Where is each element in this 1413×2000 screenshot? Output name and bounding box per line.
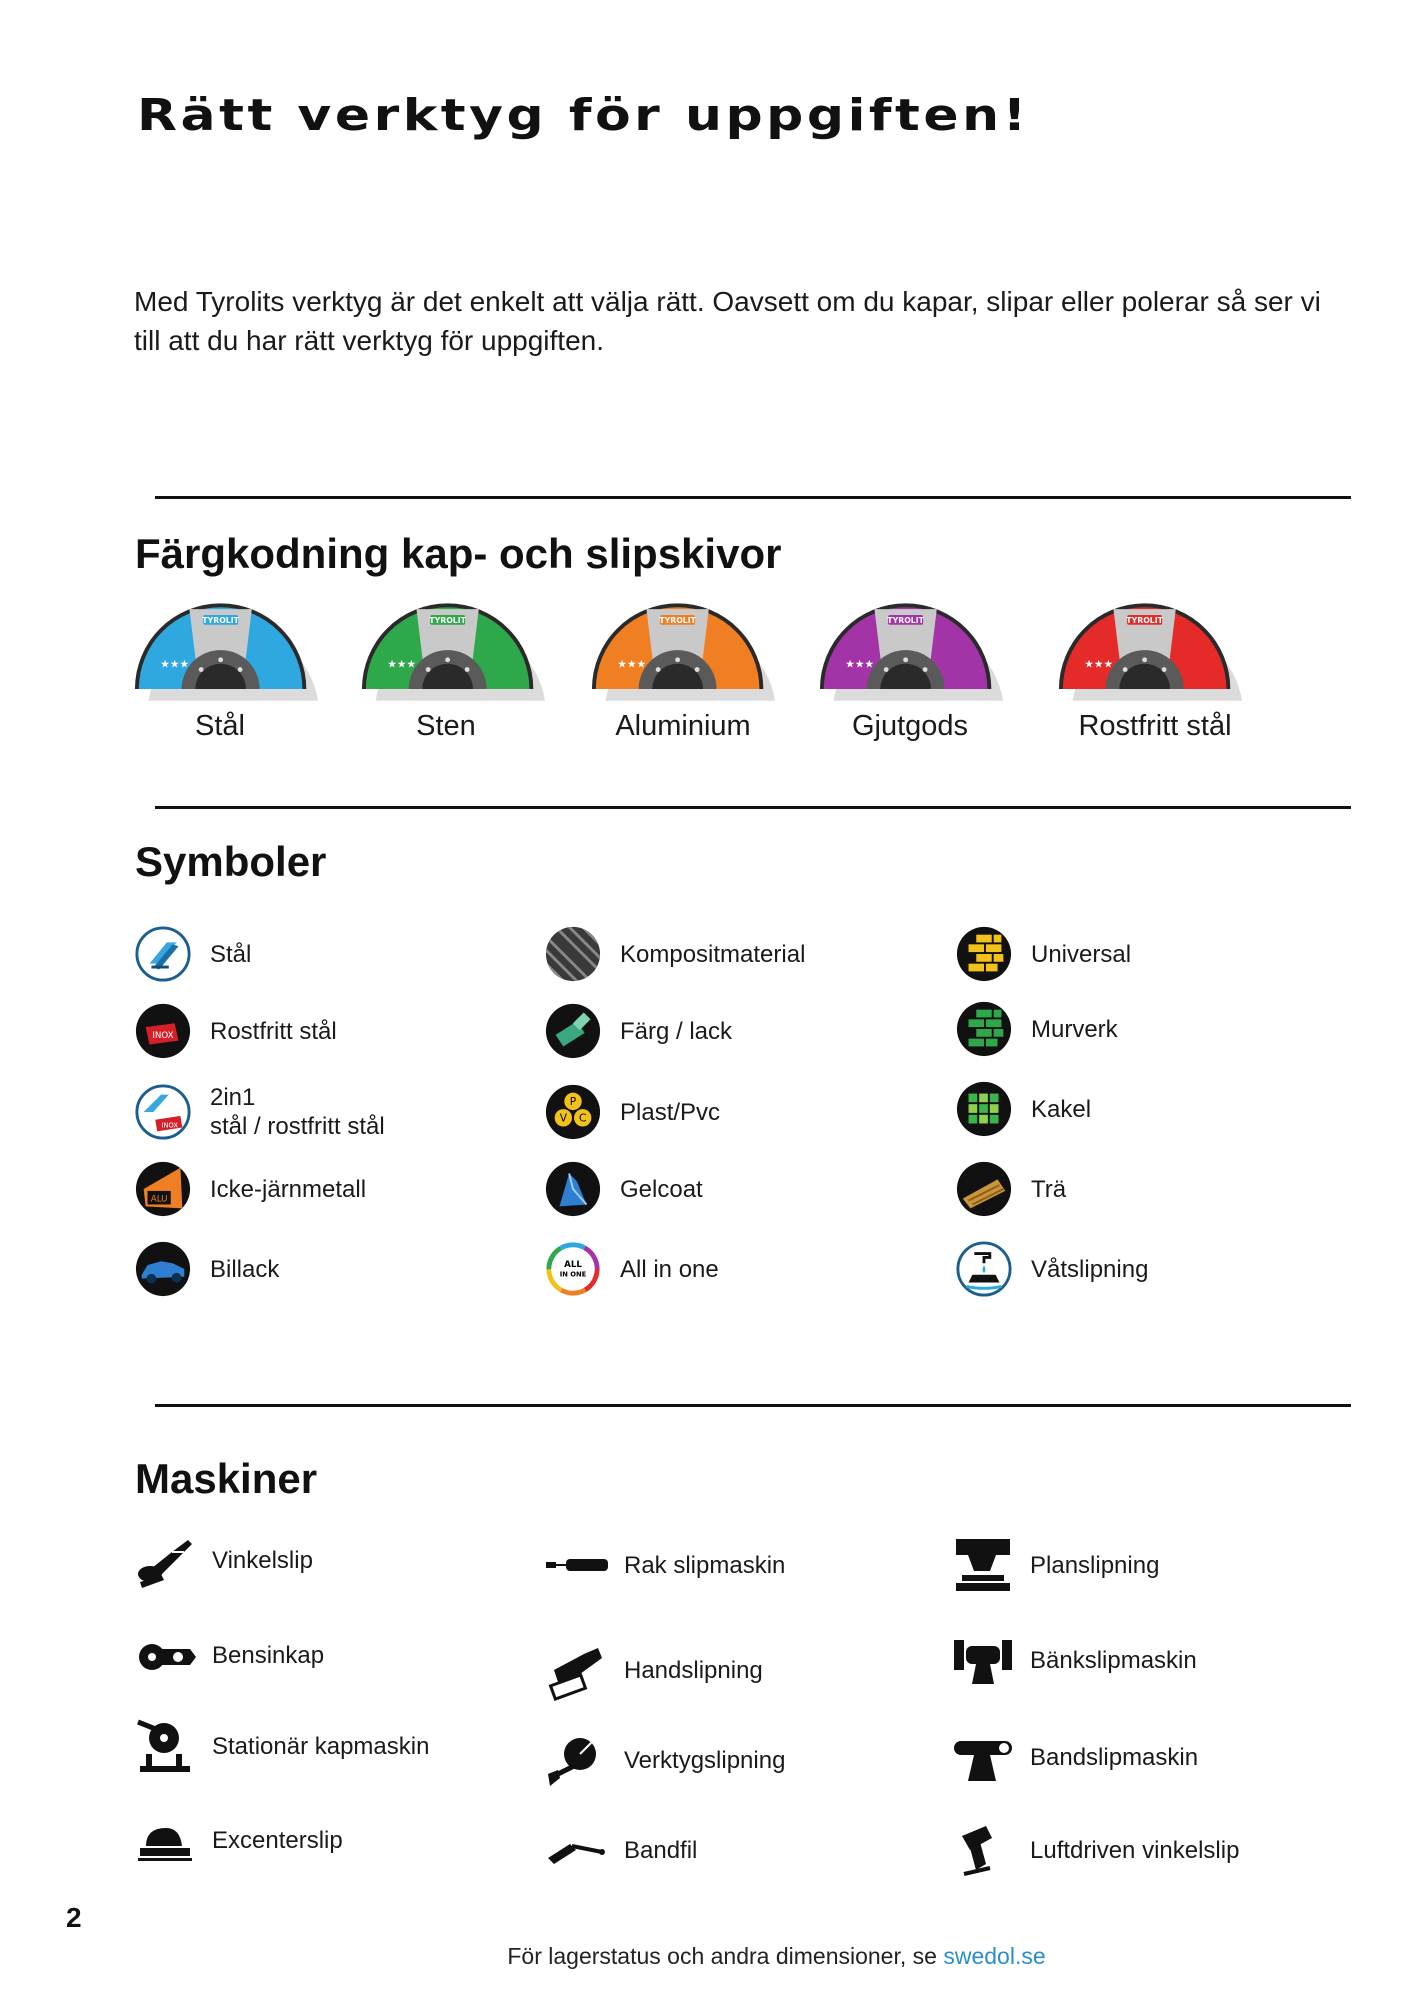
petrol-cutter-icon — [132, 1625, 198, 1687]
machine-straight-grinder — [544, 1535, 785, 1597]
disc-2 — [360, 598, 545, 708]
color-coding-heading: Färgkodning kap- och slipskivor — [135, 530, 782, 577]
symbol-wet-grinding — [955, 1240, 1148, 1298]
stationary-cutter-icon — [132, 1716, 198, 1778]
symbol-steel — [134, 925, 251, 983]
page-title: Rätt verktyg för uppgiften! — [137, 90, 1030, 141]
symbol-label: Färg / lack — [620, 1017, 733, 1045]
symbols-heading: Symboler — [135, 838, 327, 885]
divider — [155, 806, 1351, 809]
symbol-label: Rostfritt stål — [210, 1017, 337, 1045]
machine-label: Bandslipmaskin — [1030, 1744, 1199, 1771]
svg-text:ALU: ALU — [150, 1194, 168, 1205]
svg-text:P: P — [569, 1095, 577, 1109]
footer-link[interactable]: swedol.se — [943, 1943, 1046, 1969]
universal-brick-icon — [955, 925, 1013, 983]
orbital-sander-icon — [132, 1810, 198, 1872]
machine-belt-grinder — [950, 1727, 1198, 1789]
band-file-icon — [544, 1820, 610, 1882]
symbol-car-paint — [134, 1240, 279, 1298]
svg-text:IN ONE: IN ONE — [559, 1270, 587, 1279]
symbol-tile — [955, 1080, 1091, 1138]
all-in-one-icon — [544, 1240, 602, 1298]
machine-label: Bandfil — [624, 1837, 698, 1864]
footer-text: För lagerstatus och andra dimensioner, se — [507, 1943, 944, 1969]
steel-inox-icon — [134, 1083, 192, 1141]
disc-stars: ★★★ — [387, 657, 417, 671]
bench-grinder-icon — [950, 1630, 1016, 1692]
symbol-label: Stål — [210, 940, 252, 968]
symbol-label: Icke-järnmetall — [210, 1175, 367, 1203]
symbol-label-line1: 2in1 — [210, 1084, 256, 1111]
surface-grinding-icon — [950, 1535, 1016, 1597]
disc-brand: TYROLIT — [1126, 615, 1163, 625]
alu-icon — [134, 1160, 192, 1218]
footer — [0, 1943, 1413, 1970]
symbol-label-line2: stål / rostfritt stål — [210, 1113, 385, 1140]
symbol-label: Kakel — [1031, 1095, 1092, 1123]
symbol-masonry — [955, 1000, 1118, 1058]
car-icon — [134, 1240, 192, 1298]
disc-5 — [1057, 598, 1242, 708]
symbol-label: All in one — [620, 1255, 719, 1283]
symbol-all-in-one — [544, 1240, 719, 1298]
machine-label: Bänkslipmaskin — [1030, 1647, 1197, 1674]
svg-text:ALL: ALL — [564, 1260, 582, 1271]
pvc-icon — [544, 1083, 602, 1141]
symbol-label: Murverk — [1031, 1015, 1118, 1043]
disc-label: Aluminium — [615, 710, 751, 742]
wood-icon — [955, 1160, 1013, 1218]
symbol-label: Universal — [1031, 940, 1132, 968]
divider — [155, 1404, 1351, 1407]
tool-grinding-icon — [544, 1730, 610, 1792]
disc-3 — [590, 598, 775, 708]
page-number: 2 — [66, 1902, 82, 1933]
disc-brand: TYROLIT — [887, 615, 924, 625]
machine-angle-grinder — [132, 1530, 313, 1592]
machines-heading: Maskiner — [135, 1455, 318, 1502]
symbol-label: Billack — [210, 1255, 280, 1283]
machine-label: Planslipning — [1030, 1552, 1160, 1579]
symbol-label: Trä — [1031, 1175, 1067, 1203]
disc-stars: ★★★ — [1084, 657, 1114, 671]
symbol-label: Gelcoat — [620, 1175, 703, 1203]
tile-icon — [955, 1080, 1013, 1138]
machine-label: Excenterslip — [212, 1827, 343, 1854]
machine-orbital-sander — [132, 1810, 343, 1872]
disc-label: Stål — [195, 710, 245, 742]
symbol-label: Plast/Pvc — [620, 1098, 721, 1126]
svg-text:V: V — [559, 1111, 567, 1125]
svg-text:INOX: INOX — [152, 1030, 174, 1041]
disc-stars: ★★★ — [845, 657, 875, 671]
disc-label: Gjutgods — [851, 710, 969, 742]
disc-stars: ★★★ — [617, 657, 647, 671]
disc-4 — [818, 598, 1003, 708]
machine-hand-sanding — [544, 1640, 763, 1702]
machine-label: Rak slipmaskin — [624, 1552, 786, 1579]
machine-label: Stationär kapmaskin — [212, 1733, 430, 1760]
symbol-label-2in1 — [210, 1083, 385, 1141]
symbol-gelcoat — [544, 1160, 703, 1218]
symbol-label: Våtslipning — [1031, 1255, 1149, 1283]
symbol-composite — [544, 925, 805, 983]
composite-icon — [544, 925, 602, 983]
belt-grinder-icon — [950, 1727, 1016, 1789]
symbol-stainless — [134, 1002, 337, 1060]
inox-icon — [134, 1002, 192, 1060]
disc-label: Sten — [416, 710, 476, 742]
machine-label: Bensinkap — [212, 1642, 325, 1669]
machine-pneumatic-grinder — [950, 1820, 1239, 1882]
gelcoat-icon — [544, 1160, 602, 1218]
intro-paragraph: Med Tyrolits verktyg är det enkelt att välja rätt. Oavsett om du kapar, slipar eller polerar så ser vi till att du har rätt verktyg för uppgiften. — [134, 286, 1321, 356]
disc-brand: TYROLIT — [202, 615, 239, 625]
symbol-nonferrous — [134, 1160, 366, 1218]
straight-grinder-icon — [544, 1535, 610, 1597]
pneumatic-grinder-icon — [950, 1820, 1016, 1882]
symbol-paint — [544, 1002, 732, 1060]
machine-label: Luftdriven vinkelslip — [1030, 1837, 1240, 1864]
machine-label: Handslipning — [624, 1657, 763, 1684]
divider — [155, 496, 1351, 499]
disc-label: Rostfritt stål — [1078, 710, 1232, 742]
machine-band-file — [544, 1820, 697, 1882]
disc-brand: TYROLIT — [659, 615, 696, 625]
disc-brand: TYROLIT — [429, 615, 466, 625]
svg-text:C: C — [578, 1111, 587, 1125]
steel-beam-icon — [134, 925, 192, 983]
machine-label: Vinkelslip — [212, 1547, 313, 1574]
symbol-pvc — [544, 1083, 720, 1141]
masonry-icon — [955, 1000, 1013, 1058]
machine-tool-grinding — [544, 1730, 785, 1792]
symbol-wood — [955, 1160, 1066, 1218]
symbol-2in1 — [134, 1083, 385, 1141]
disc-1 — [133, 598, 318, 708]
machine-surface-grinding — [950, 1535, 1159, 1597]
hand-sanding-icon — [544, 1640, 610, 1702]
symbol-label: Kompositmaterial — [620, 940, 806, 968]
machine-stationary-cutter — [132, 1716, 429, 1778]
disc-stars: ★★★ — [160, 657, 190, 671]
paint-brush-icon — [544, 1002, 602, 1060]
svg-text:INOX: INOX — [161, 1121, 179, 1130]
symbol-universal — [955, 925, 1131, 983]
machine-bench-grinder — [950, 1630, 1197, 1692]
wet-grinding-icon — [955, 1240, 1013, 1298]
machine-petrol-cutter — [132, 1625, 324, 1687]
machine-label: Verktygslipning — [624, 1747, 786, 1774]
angle-grinder-icon — [132, 1530, 198, 1592]
